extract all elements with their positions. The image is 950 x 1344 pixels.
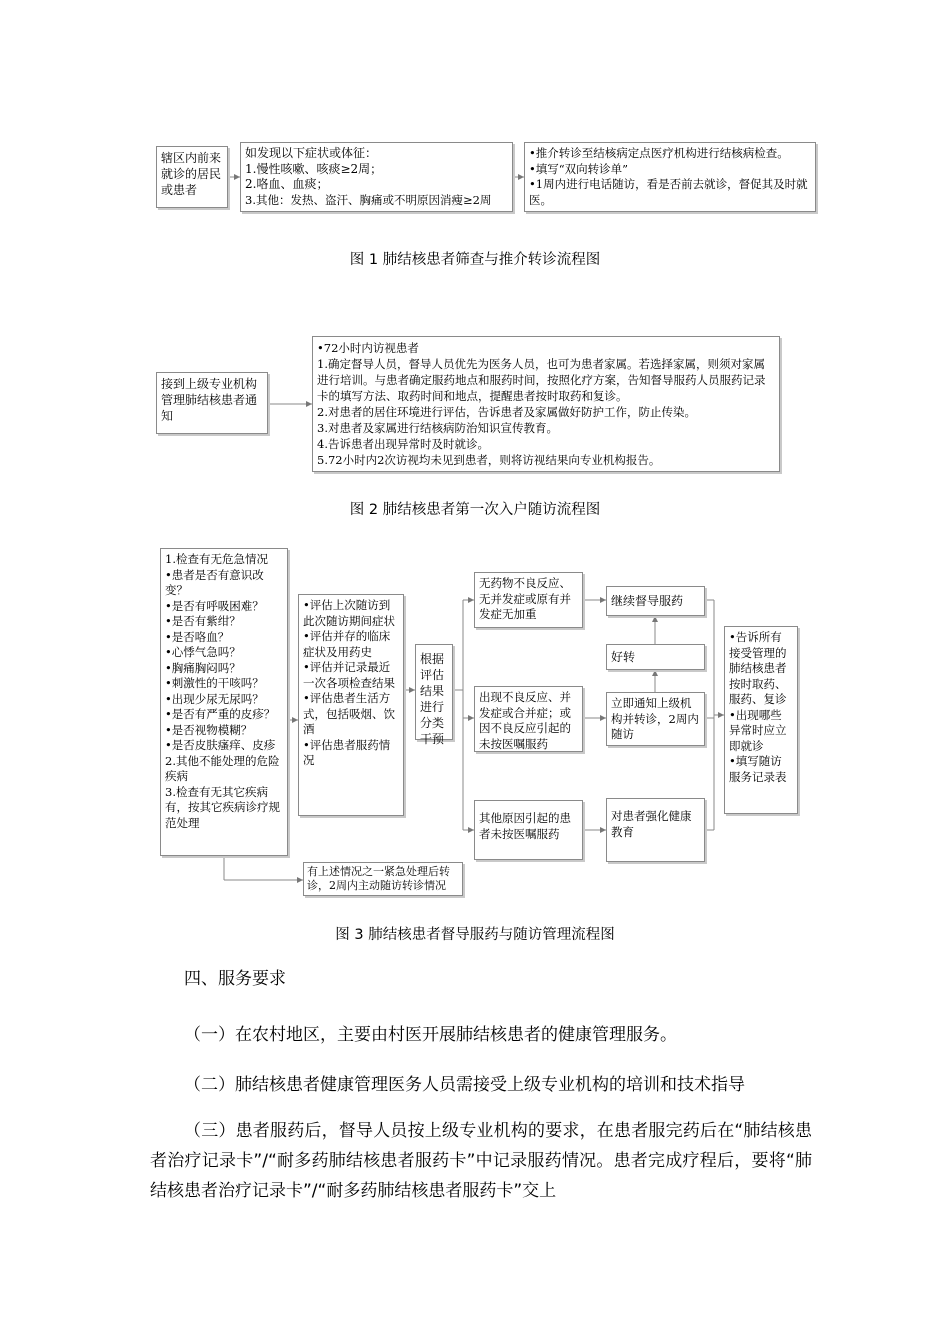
fig1-symptom-line: 如发现以下症状或体征： — [245, 146, 378, 160]
fig3-emergency-box — [303, 862, 463, 896]
fig2-step-line: 1.确定督导人员，督导人员优先为医务人员，也可为患者家属。若选择家属，则须对家属进行培训。与患者确定服药地点和服药时间，按照化疗方案，告知督导服药人员服药记录卡的填写方法、取药时间和地点，提醒患者按时取药和复诊。 — [317, 357, 766, 403]
fig3-assess-line: •评估并记录最近一次各项检查结果 — [303, 660, 395, 690]
fig3-case2-text: 出现不良反应、并发症或合并症；或因不良反应引起的未按医嘱服药 — [479, 690, 571, 751]
fig3-assess-line: •评估上次随访到此次随访期间症状 — [303, 598, 395, 628]
paragraph-1: （一）在农村地区，主要由村医开展肺结核患者的健康管理服务。 — [184, 1025, 677, 1045]
fig3-case2-box — [474, 686, 583, 752]
fig3-check-line: •是否视物模糊？ — [165, 722, 253, 737]
fig3-better-text: 好转 — [611, 650, 636, 664]
fig3-case1-text: 无药物不良反应、无并发症或原有并发症无加重 — [479, 576, 571, 621]
fig3-check-line: •是否有呼吸困难？ — [165, 598, 264, 613]
section-heading: 四、服务要求 — [184, 969, 286, 989]
fig3-inform-line: •填写随访服务记录表 — [729, 754, 787, 784]
fig1-action-line: •填写“双向转诊单” — [529, 161, 629, 176]
fig3-assess-box — [298, 594, 404, 816]
fig3-refer-text: 立即通知上级机构并转诊，2周内随访 — [611, 696, 699, 741]
fig3-check-line: •刺激性的干咳吗？ — [165, 676, 264, 690]
fig3-emergency-text: 有上述情况之一紧急处理后转诊，2周内主动随访转诊情况 — [307, 865, 450, 892]
fig1-action-line: •1周内进行电话随访，看是否前去就诊，督促其及时就医。 — [529, 177, 808, 207]
fig3-check-line: •心悸气急吗？ — [165, 645, 241, 659]
fig2-step-line: 5.72小时内2次访视均未见到患者，则将访视结果向专业机构报告。 — [317, 453, 661, 467]
fig3-caption: 图 3 肺结核患者督导服药与随访管理流程图 — [335, 927, 615, 943]
paragraph-2: （二）肺结核患者健康管理医务人员需接受上级专业机构的培训和技术指导 — [184, 1075, 745, 1095]
fig3-check-line: 3.检查有无其它疾病有，按其它疾病诊疗规范处理 — [165, 784, 280, 830]
fig2-start-box — [156, 372, 268, 434]
paragraph-3: （三）患者服药后，督导人员按上级专业机构的要求，在患者服完药后在“肺结核患者治疗记录卡”/“耐多药肺结核患者服药卡”中记录服药情况。患者完成疗程后，要将“肺结核患者治疗记录卡”/“耐多药肺结核患者服药卡”交上 — [150, 1121, 812, 1201]
fig1-start-box — [156, 146, 228, 208]
fig3-check-line: •是否咯血？ — [165, 629, 230, 644]
fig3-educate-box — [606, 798, 705, 862]
fig3-check-line: •胸痛胸闷吗？ — [165, 660, 241, 675]
fig3-check-line: 1.检查有无危急情况 — [165, 552, 268, 566]
fig3-continue-text: 继续督导服药 — [611, 594, 684, 608]
fig2-step-line: •72小时内访视患者 — [317, 341, 419, 355]
fig3-check-line: •是否有严重的皮疹？ — [165, 707, 276, 721]
fig2-caption: 图 2 肺结核患者第一次入户随访流程图 — [349, 502, 601, 518]
fig3-case3-box — [474, 800, 583, 860]
fig2-step-line: 2.对患者的居住环境进行评估，告诉患者及家属做好防护工作，防止传染。 — [317, 405, 696, 419]
fig3-inform-line: •告诉所有接受管理的肺结核患者按时取药、服药、复诊 — [729, 630, 787, 706]
fig3-inform-line: •出现哪些异常时应立即就诊 — [729, 707, 787, 753]
fig3-assess-line: •评估并存的临床症状及用药史 — [303, 629, 391, 659]
fig1-symptom-line: 2.咯血、血痰； — [245, 177, 329, 191]
fig3-check-line: •患者是否有意识改变？ — [165, 567, 264, 597]
fig2-start-text: 接到上级专业机构管理肺结核患者通知 — [161, 377, 258, 423]
fig3-assess-line: •评估患者生活方式，包括吸烟、饮酒 — [303, 691, 395, 736]
fig3-educate-text: 对患者强化健康教育 — [611, 809, 692, 839]
fig1-actions-box — [524, 142, 816, 212]
fig2-step-line: 3.对患者及家属进行结核病防治知识宣传教育。 — [317, 421, 558, 435]
fig1-start-text: 辖区内前来就诊的居民或患者 — [161, 151, 222, 197]
fig3-case3-text: 其他原因引起的患者未按医嘱服药 — [479, 811, 571, 841]
fig2-step-line: 4.告诉患者出现异常时及时就诊。 — [317, 437, 489, 451]
fig2-steps-box — [312, 336, 780, 472]
fig1-action-line: •推介转诊至结核病定点医疗机构进行结核病检查。 — [529, 146, 789, 160]
fig1-symptoms-box — [240, 142, 513, 212]
fig1-symptom-line: 1.慢性咳嗽、咳痰≥2周； — [245, 161, 383, 176]
fig3-inform-box — [724, 626, 798, 814]
fig3-case1-box — [474, 572, 583, 628]
fig1-caption: 图 1 肺结核患者筛查与推介转诊流程图 — [349, 252, 601, 268]
fig3-refer-box — [606, 692, 705, 746]
fig3-continue-box — [606, 586, 705, 616]
fig3-check-line: •是否皮肤瘙痒、皮疹 — [165, 738, 276, 752]
fig1-symptom-line: 3.其他：发热、盗汗、胸痛或不明原因消瘦≥2周 — [245, 192, 492, 207]
fig3-classify-box — [415, 644, 453, 746]
fig3-assess-line: •评估患者服药情况 — [303, 737, 391, 767]
fig3-classify-text: 根据评估结果进行分类干预 — [420, 652, 445, 746]
fig3-better-box — [606, 644, 705, 670]
fig3-check-box — [160, 548, 288, 856]
fig3-check-line: •出现少尿无尿吗？ — [165, 691, 264, 706]
fig3-check-line: •是否有紫绀？ — [165, 614, 241, 628]
fig3-check-line: 2.其他不能处理的危险疾病 — [165, 753, 280, 783]
